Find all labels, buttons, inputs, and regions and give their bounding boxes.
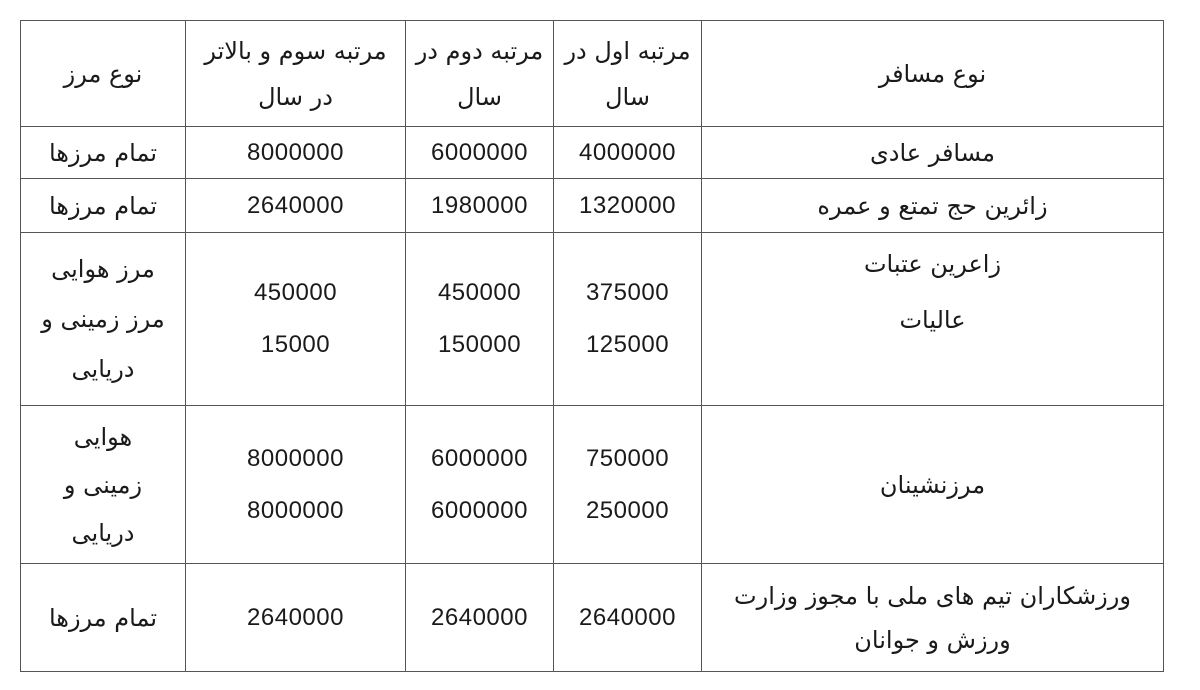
header-border-type: نوع مرز <box>21 21 186 127</box>
border-cell: تمام مرزها <box>21 179 186 233</box>
traveler-cell: زاعرین عتبات عالیات <box>702 233 1164 406</box>
third-fee-cell: 8000000 8000000 <box>186 406 406 564</box>
exit-fee-table <box>20 20 1164 672</box>
border-cell: تمام مرزها <box>21 127 186 179</box>
traveler-cell: زائرین حج تمتع و عمره <box>702 179 1164 233</box>
border-cell: مرز هوایی مرز زمینی و دریایی <box>21 233 186 406</box>
first-fee-cell: 1320000 <box>554 179 702 233</box>
first-fee-cell: 750000 250000 <box>554 406 702 564</box>
traveler-cell: ورزشکاران تیم های ملی با مجوز وزارت ورزش و جوانان <box>702 564 1164 672</box>
first-fee-cell: 375000 125000 <box>554 233 702 406</box>
border-cell: تمام مرزها <box>21 564 186 672</box>
table-row <box>21 406 1164 564</box>
third-fee-cell: 2640000 <box>186 179 406 233</box>
third-fee-cell: 2640000 <box>186 564 406 672</box>
table-row <box>21 233 1164 406</box>
second-fee-cell: 6000000 6000000 <box>406 406 554 564</box>
header-third-time: مرتبه سوم و بالاتر در سال <box>186 21 406 127</box>
table-row <box>21 564 1164 672</box>
first-fee-cell: 4000000 <box>554 127 702 179</box>
table-row <box>21 179 1164 233</box>
header-second-time: مرتبه دوم در سال <box>406 21 554 127</box>
header-traveler-type: نوع مسافر <box>702 21 1164 127</box>
second-fee-cell: 6000000 <box>406 127 554 179</box>
third-fee-cell: 8000000 <box>186 127 406 179</box>
border-cell: هوایی زمینی و دریایی <box>21 406 186 564</box>
traveler-cell: مسافر عادی <box>702 127 1164 179</box>
header-row <box>21 21 1164 127</box>
first-fee-cell: 2640000 <box>554 564 702 672</box>
second-fee-cell: 2640000 <box>406 564 554 672</box>
table-row <box>21 127 1164 179</box>
second-fee-cell: 450000 150000 <box>406 233 554 406</box>
third-fee-cell: 450000 15000 <box>186 233 406 406</box>
second-fee-cell: 1980000 <box>406 179 554 233</box>
traveler-cell: مرزنشینان <box>702 406 1164 564</box>
header-first-time: مرتبه اول در سال <box>554 21 702 127</box>
